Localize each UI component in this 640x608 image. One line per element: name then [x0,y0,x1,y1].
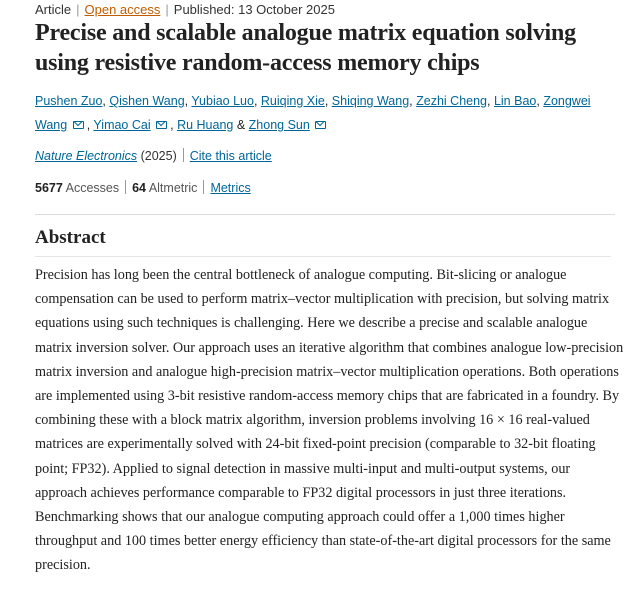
metrics-separator [203,180,204,194]
author-separator: , [184,94,192,108]
accesses-label: Accesses [65,181,120,195]
metrics-link[interactable]: Metrics [210,181,251,195]
open-access-link[interactable]: Open access [84,2,161,17]
mail-icon[interactable] [73,121,84,129]
author-separator: , [409,94,417,108]
article-meta [35,2,335,18]
author-item [35,94,102,108]
abstract-text: Precision has long been the central bottleneck of analogue computing. Bit-slicing or analogue compensation can be used to perform matrix–vector multiplication with precision, but solving matrix equations using such techniques is challenging. Here we describe a precise and scalable analogue matrix inversion solver. Our approach uses an iterative algorithm that combines analogue low-precision matrix inversion and analogue high-precision matrix–vector multiplication operations. Both operations are implemented using 3-bit resistive random-access memory chips that are fabricated in a foundry. By combining these with a block matrix algorithm, inversion problems involving 16 × 16 real-valued matrices are experimentally solved with 24-bit fixed-point precision (comparable to 32-bit floating point; FP32). Applied to signal detection in massive multi-input and multi-output systems, our approach achieves performance comparable to FP32 digital processors in just three iterations. Benchmarking shows that our analogue computing approach could offer a 1,000 times higher throughput and 100 times better energy efficiency than state-of-the-art digital processors for the same precision. [35,267,624,574]
author-separator: , [170,118,178,132]
author-separator: , [102,94,110,108]
abstract-heading: Abstract [35,227,106,248]
article-title: Precise and scalable analogue matrix equation solving using resistive random-access memory chips [35,20,576,76]
author-link[interactable]: Yimao Cai [93,118,151,132]
author-item [494,94,536,108]
author-link[interactable]: Zezhi Cheng [416,94,487,108]
author-link[interactable]: Zhong Sun [248,118,310,132]
journal-separator [183,148,184,162]
cite-article-link[interactable]: Cite this article [189,149,272,163]
published-date: Published: 13 October 2025 [173,2,335,17]
author-separator: , [86,118,94,132]
author-separator: , [536,94,544,108]
author-link[interactable]: Ru Huang [177,118,234,132]
author-link[interactable]: Shiqing Wang [331,94,410,108]
accesses-count: 5677 [35,181,63,195]
author-separator: , [324,94,332,108]
altmetric-score: 64 [132,181,147,195]
author-link[interactable]: Lin Bao [493,94,537,108]
author-list [35,89,625,137]
author-item [332,94,409,108]
author-item [177,118,233,132]
author-separator: , [487,94,494,108]
author-link[interactable]: Zongwei Wang [35,94,591,132]
author-item [249,118,330,132]
altmetric-label: Altmetric [148,181,198,195]
author-item [261,94,325,108]
meta-separator: | [165,2,169,17]
mail-icon[interactable] [315,121,326,129]
author-link[interactable]: Pushen Zuo [35,94,103,108]
section-divider [35,214,615,215]
article-metrics [35,180,251,196]
author-separator: , [253,94,261,108]
meta-separator: | [76,2,80,17]
article-type: Article [35,2,72,17]
journal-year: (2025) [140,149,177,163]
journal-name-link[interactable]: Nature Electronics [35,149,138,163]
abstract-rule [35,256,611,257]
author-item [109,94,184,108]
author-link[interactable]: Yubiao Luo [191,94,254,108]
mail-icon[interactable] [156,121,167,129]
metrics-separator [125,180,126,194]
author-link[interactable]: Qishen Wang [109,94,185,108]
author-item [93,118,170,132]
author-link[interactable]: Ruiqing Xie [260,94,325,108]
journal-info [35,148,272,164]
article-page [35,0,625,608]
author-ampersand: & [236,118,246,132]
author-item [416,94,487,108]
author-item [191,94,254,108]
